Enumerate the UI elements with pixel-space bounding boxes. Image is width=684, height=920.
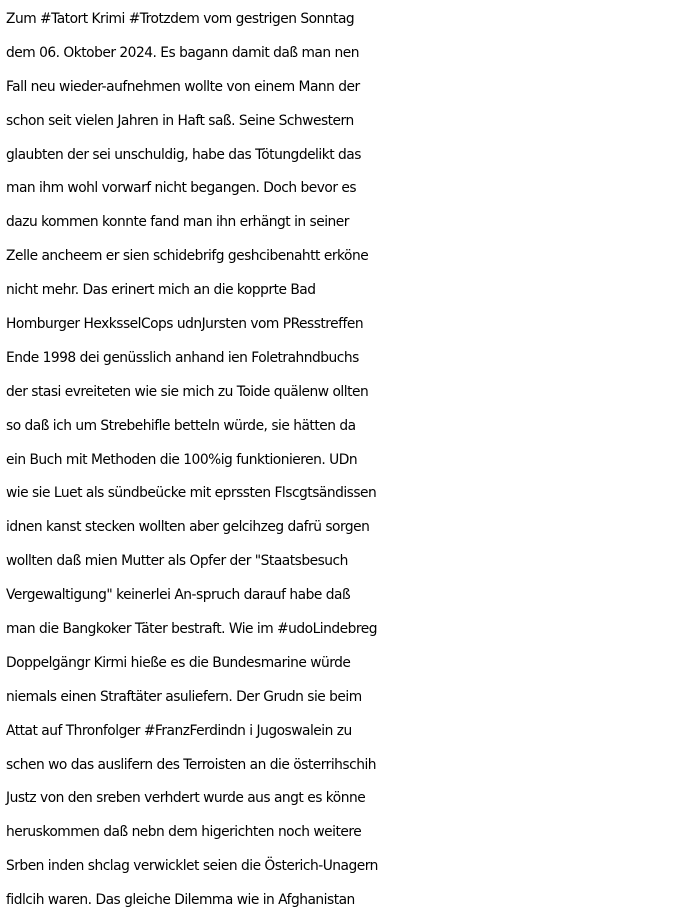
text-line-5: glaubten der sei unschuldig, habe das Tötungdelikt das	[6, 146, 361, 163]
text-line-13: so daß ich um Strebehifle betteln würde, sie hätten da	[6, 417, 356, 434]
text-line-20: Doppelgängr Kirmi hieße es die Bundesmarine würde	[6, 654, 351, 671]
text-line-3: Fall neu wieder-aufnehmen wollte von einem Mann der	[6, 78, 360, 95]
text-line-22: Attat auf Thronfolger #FranzFerdindn i Jugoswalein zu	[6, 722, 352, 739]
text-line-25: heruskommen daß nebn dem higerichten noch weitere	[6, 824, 362, 841]
text-line-23: schen wo das auslifern des Terroisten an die österrihschih	[6, 756, 377, 773]
text-line-19: man die Bangkoker Täter bestraft. Wie im #udoLindebreg	[6, 621, 377, 638]
text-line-6: man ihm wohl vorwarf nicht begangen. Doch bevor es	[6, 180, 357, 197]
text-line-27: fidlcih waren. Das gleiche Dilemma wie in Afghanistan	[6, 892, 355, 909]
text-line-15: wie sie Luet als sündbeücke mit eprssten Flscgtsändissen	[6, 485, 377, 502]
text-line-24: Justz von den sreben verhdert wurde aus angt es könne	[6, 790, 366, 807]
text-line-14: ein Buch mit Methoden die 100%ig funktionieren. UDn	[6, 451, 358, 468]
text-line-26: Srben inden shclag verwicklet seien die Österich-Unagern	[6, 858, 378, 875]
text-line-11: Ende 1998 dei genüsslich anhand ien Foletrahndbuchs	[6, 349, 359, 366]
text-line-4: schon seit vielen Jahren in Haft saß. Seine Schwestern	[6, 112, 354, 129]
text-line-12: der stasi evreiteten wie sie mich zu Toide quälenw ollten	[6, 383, 369, 400]
text-line-21: niemals einen Straftäter asuliefern. Der Grudn sie beim	[6, 688, 362, 705]
text-line-18: Vergewaltigung" keinerlei An-spruch darauf habe daß	[6, 587, 351, 604]
text-line-9: nicht mehr. Das erinert mich an die kopprte Bad	[6, 282, 316, 299]
text-block	[6, 3, 684, 918]
text-line-1: Zum #Tatort Krimi #Trotzdem vom gestrigen Sonntag	[6, 11, 355, 27]
text-line-10: Homburger HexksselCops udnJursten vom PResstreffen	[6, 316, 364, 333]
text-line-8: Zelle ancheem er sien schidebrifg geshcibenahtt erköne	[6, 248, 369, 265]
text-line-16: idnen kanst stecken wollten aber gelcihzeg dafrü sorgen	[6, 519, 370, 536]
text-line-2: dem 06. Oktober 2024. Es bagann damit daß man nen	[6, 44, 359, 61]
text-line-17: wollten daß mien Mutter als Opfer der "Staatsbesuch	[6, 553, 348, 570]
text-line-7: dazu kommen konnte fand man ihn erhängt in seiner	[6, 214, 349, 231]
